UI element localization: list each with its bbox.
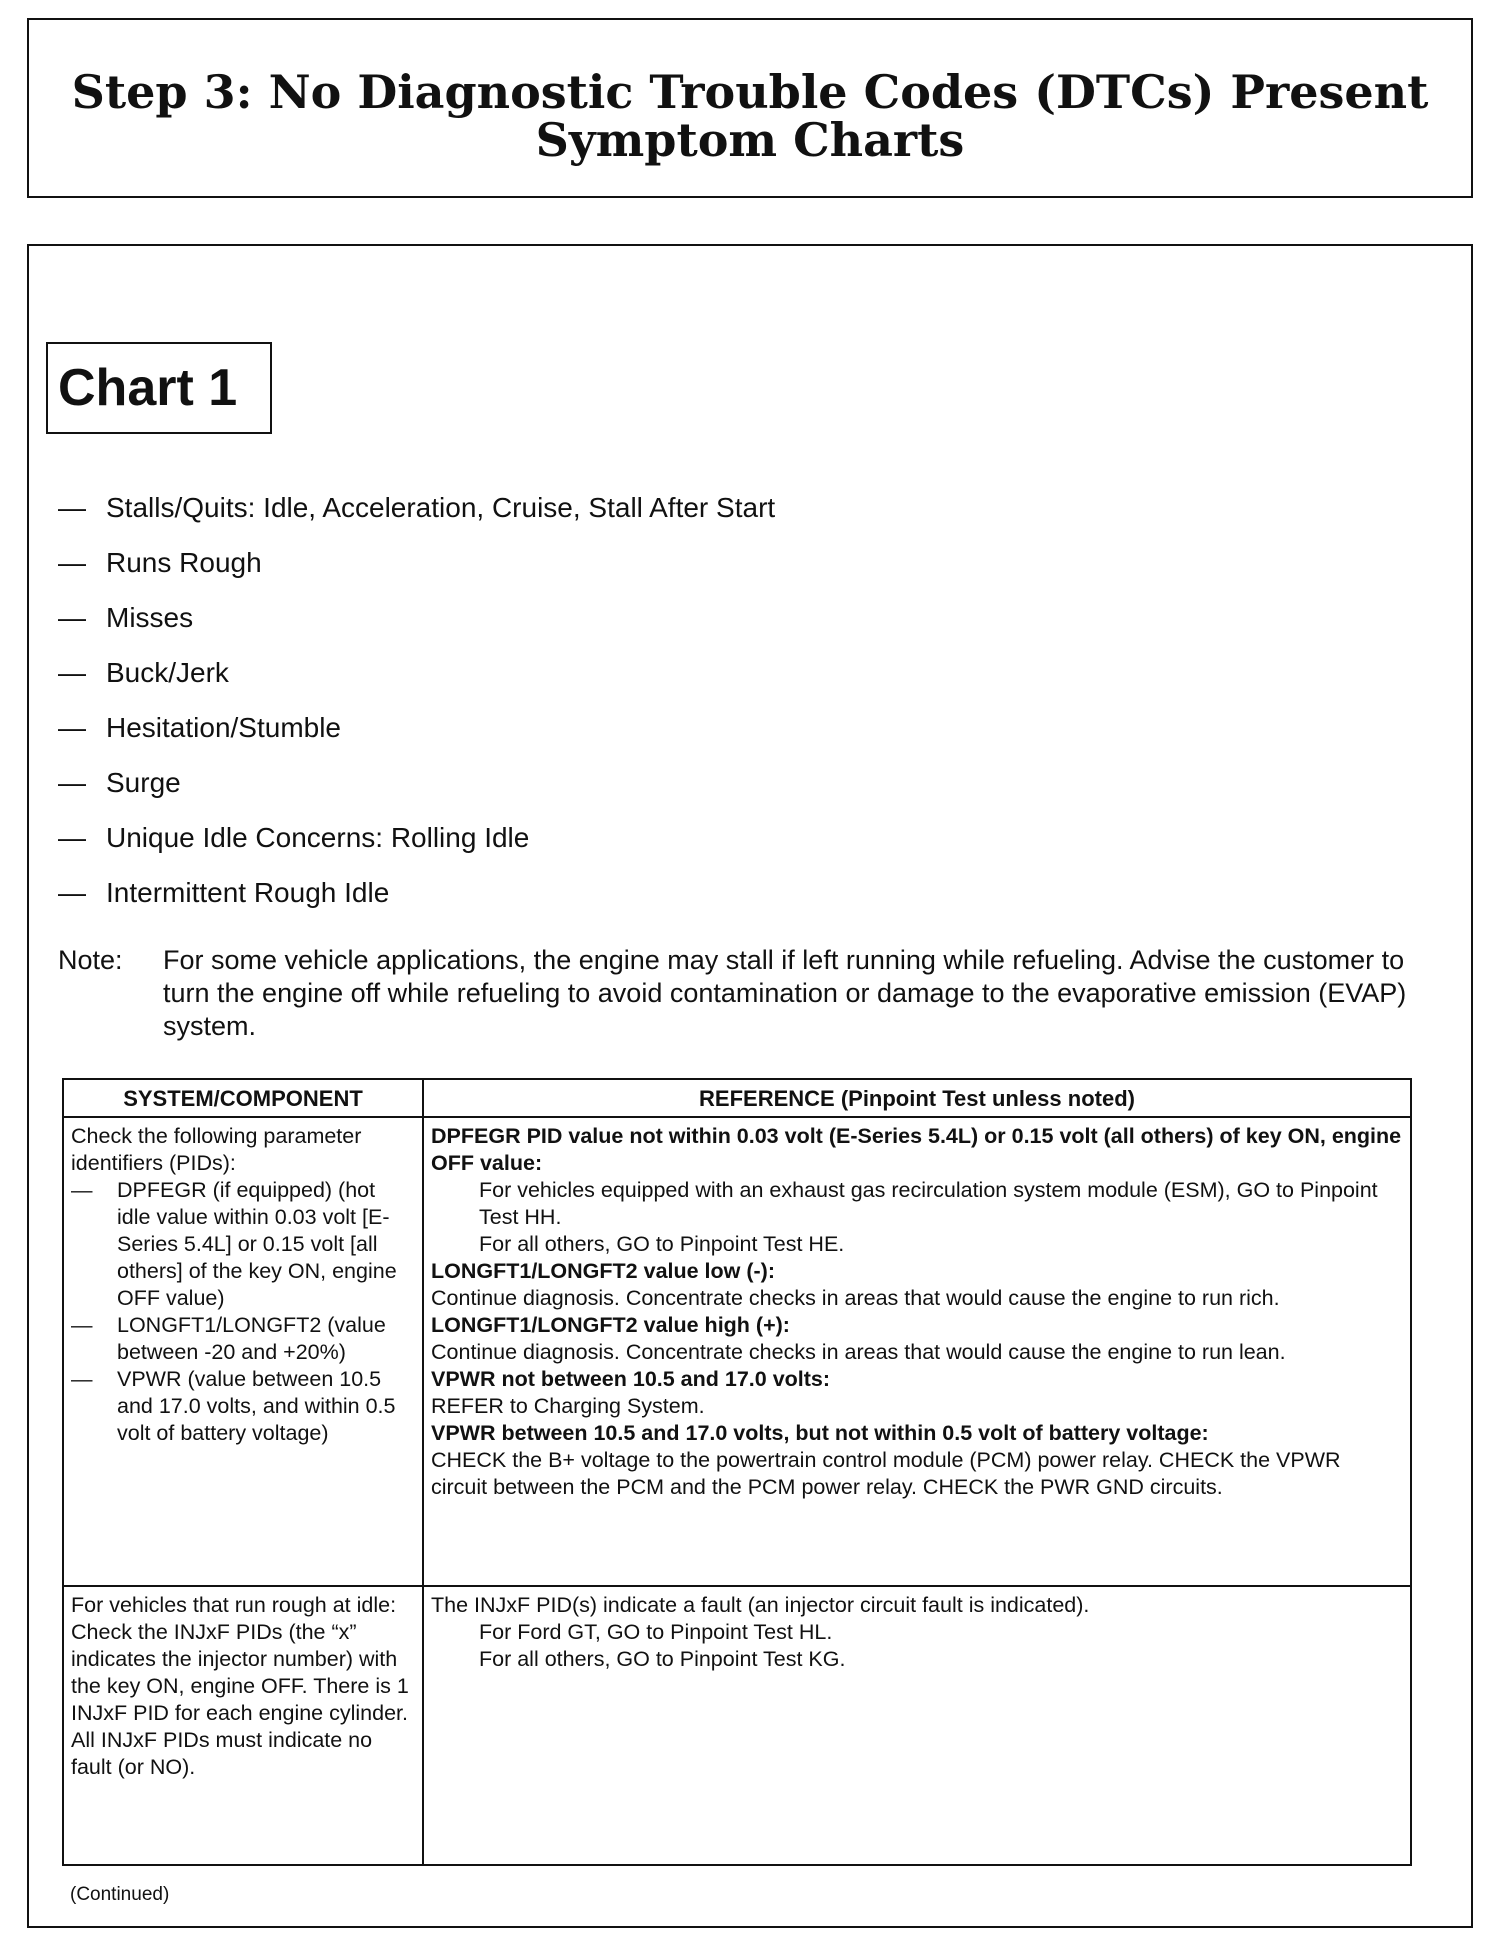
reference-heading: VPWR between 10.5 and 17.0 volts, but not within 0.5 volt of battery voltage:: [431, 1421, 1209, 1445]
reference-line: For vehicles equipped with an exhaust gas recirculation system module (ESM), GO to Pinpoint Test HH.: [479, 1178, 1378, 1229]
list-item: [58, 763, 775, 818]
reference-line: The INJxF PID(s) indicate a fault (an injector circuit fault is indicated).: [431, 1593, 1090, 1617]
table-header-row: [63, 1079, 1411, 1117]
list-item: [71, 1312, 414, 1366]
dash: —: [71, 1313, 93, 1337]
list-item: [58, 598, 775, 653]
list-item: [71, 1177, 414, 1312]
list-item: [58, 818, 775, 873]
dash: —: [71, 1367, 93, 1391]
reference-line: For all others, GO to Pinpoint Test KG.: [479, 1647, 846, 1671]
dash: —: [58, 767, 86, 798]
symptom-text: Runs Rough: [106, 547, 262, 578]
column-header-reference: REFERENCE (Pinpoint Test unless noted): [423, 1079, 1411, 1117]
note-label: Note:: [58, 945, 123, 975]
symptom-text: Unique Idle Concerns: Rolling Idle: [106, 822, 530, 853]
list-item: [58, 653, 775, 708]
dash: —: [58, 657, 86, 688]
dash: —: [71, 1178, 93, 1202]
symptom-table: [62, 1078, 1412, 1866]
reference-line: Continue diagnosis. Concentrate checks in areas that would cause the engine to run rich.: [431, 1286, 1280, 1310]
reference-heading: LONGFT1/LONGFT2 value high (+):: [431, 1313, 790, 1337]
reference-line: CHECK the B+ voltage to the powertrain control module (PCM) power relay. CHECK the VPWR circuit between the PCM and the PCM power relay. CHECK the PWR GND circuits.: [431, 1448, 1341, 1499]
symptom-text: Surge: [106, 767, 181, 798]
page-title-line-2: Symptom Charts: [535, 113, 965, 167]
table-row: [63, 1586, 1411, 1865]
symptom-text: Intermittent Rough Idle: [106, 877, 390, 908]
pid-item: VPWR (value between 10.5 and 17.0 volts, and within 0.5 volt of battery voltage): [117, 1367, 396, 1445]
list-item: [58, 543, 775, 598]
system-cell: [63, 1586, 423, 1865]
page-title-line-1: Step 3: No Diagnostic Trouble Codes (DTCs) Present: [71, 65, 1429, 119]
list-item: [58, 873, 775, 928]
system-line: For vehicles that run rough at idle:: [71, 1593, 397, 1617]
dash: —: [58, 547, 86, 578]
system-cell: [63, 1117, 423, 1586]
continued-label: (Continued): [70, 1884, 170, 1905]
note-text: For some vehicle applications, the engine may stall if left running while refueling. Advise the customer to turn the engine off while refueling to avoid contamination or damage to the evaporative emission (EVAP) system.: [163, 945, 1407, 1041]
page-title-box: [27, 18, 1473, 198]
reference-line: For Ford GT, GO to Pinpoint Test HL.: [479, 1620, 833, 1644]
list-item: [58, 488, 775, 543]
table-row: [63, 1117, 1411, 1586]
dash: —: [58, 822, 86, 853]
list-item: [58, 708, 775, 763]
reference-line: Continue diagnosis. Concentrate checks in areas that would cause the engine to run lean.: [431, 1340, 1286, 1364]
dash: —: [58, 602, 86, 633]
reference-cell: [423, 1117, 1411, 1586]
pid-item: LONGFT1/LONGFT2 (value between -20 and +20%): [117, 1313, 386, 1364]
dash: —: [58, 492, 86, 523]
dash: —: [58, 712, 86, 743]
reference-line: REFER to Charging System.: [431, 1394, 705, 1418]
column-header-system: SYSTEM/COMPONENT: [63, 1079, 423, 1117]
dash: —: [58, 877, 86, 908]
reference-heading: DPFEGR PID value not within 0.03 volt (E-Series 5.4L) or 0.15 volt (all others) of key ON, engine OFF value:: [431, 1124, 1402, 1175]
list-item: [71, 1366, 414, 1447]
reference-line: For all others, GO to Pinpoint Test HE.: [479, 1232, 845, 1256]
pid-item: DPFEGR (if equipped) (hot idle value within 0.03 volt [E-Series 5.4L] or 0.15 volt [all others] of the key ON, engine OFF value): [117, 1178, 397, 1310]
chart-label: Chart 1: [46, 342, 272, 434]
reference-heading: VPWR not between 10.5 and 17.0 volts:: [431, 1367, 831, 1391]
system-line: Check the INJxF PIDs (the “x” indicates the injector number) with the key ON, engine OFF. There is 1 INJxF PID for each engine cylinder. All INJxF PIDs must indicate no fault (or NO).: [71, 1620, 409, 1779]
symptom-text: Stalls/Quits: Idle, Acceleration, Cruise, Stall After Start: [106, 492, 776, 523]
symptom-list: [58, 488, 775, 928]
reference-cell: [423, 1586, 1411, 1865]
symptom-text: Buck/Jerk: [106, 657, 229, 688]
symptom-text: Misses: [106, 602, 194, 633]
symptom-text: Hesitation/Stumble: [106, 712, 342, 743]
system-intro: Check the following parameter identifiers (PIDs):: [71, 1124, 362, 1175]
reference-heading: LONGFT1/LONGFT2 value low (-):: [431, 1259, 775, 1283]
note: [58, 944, 1438, 1043]
